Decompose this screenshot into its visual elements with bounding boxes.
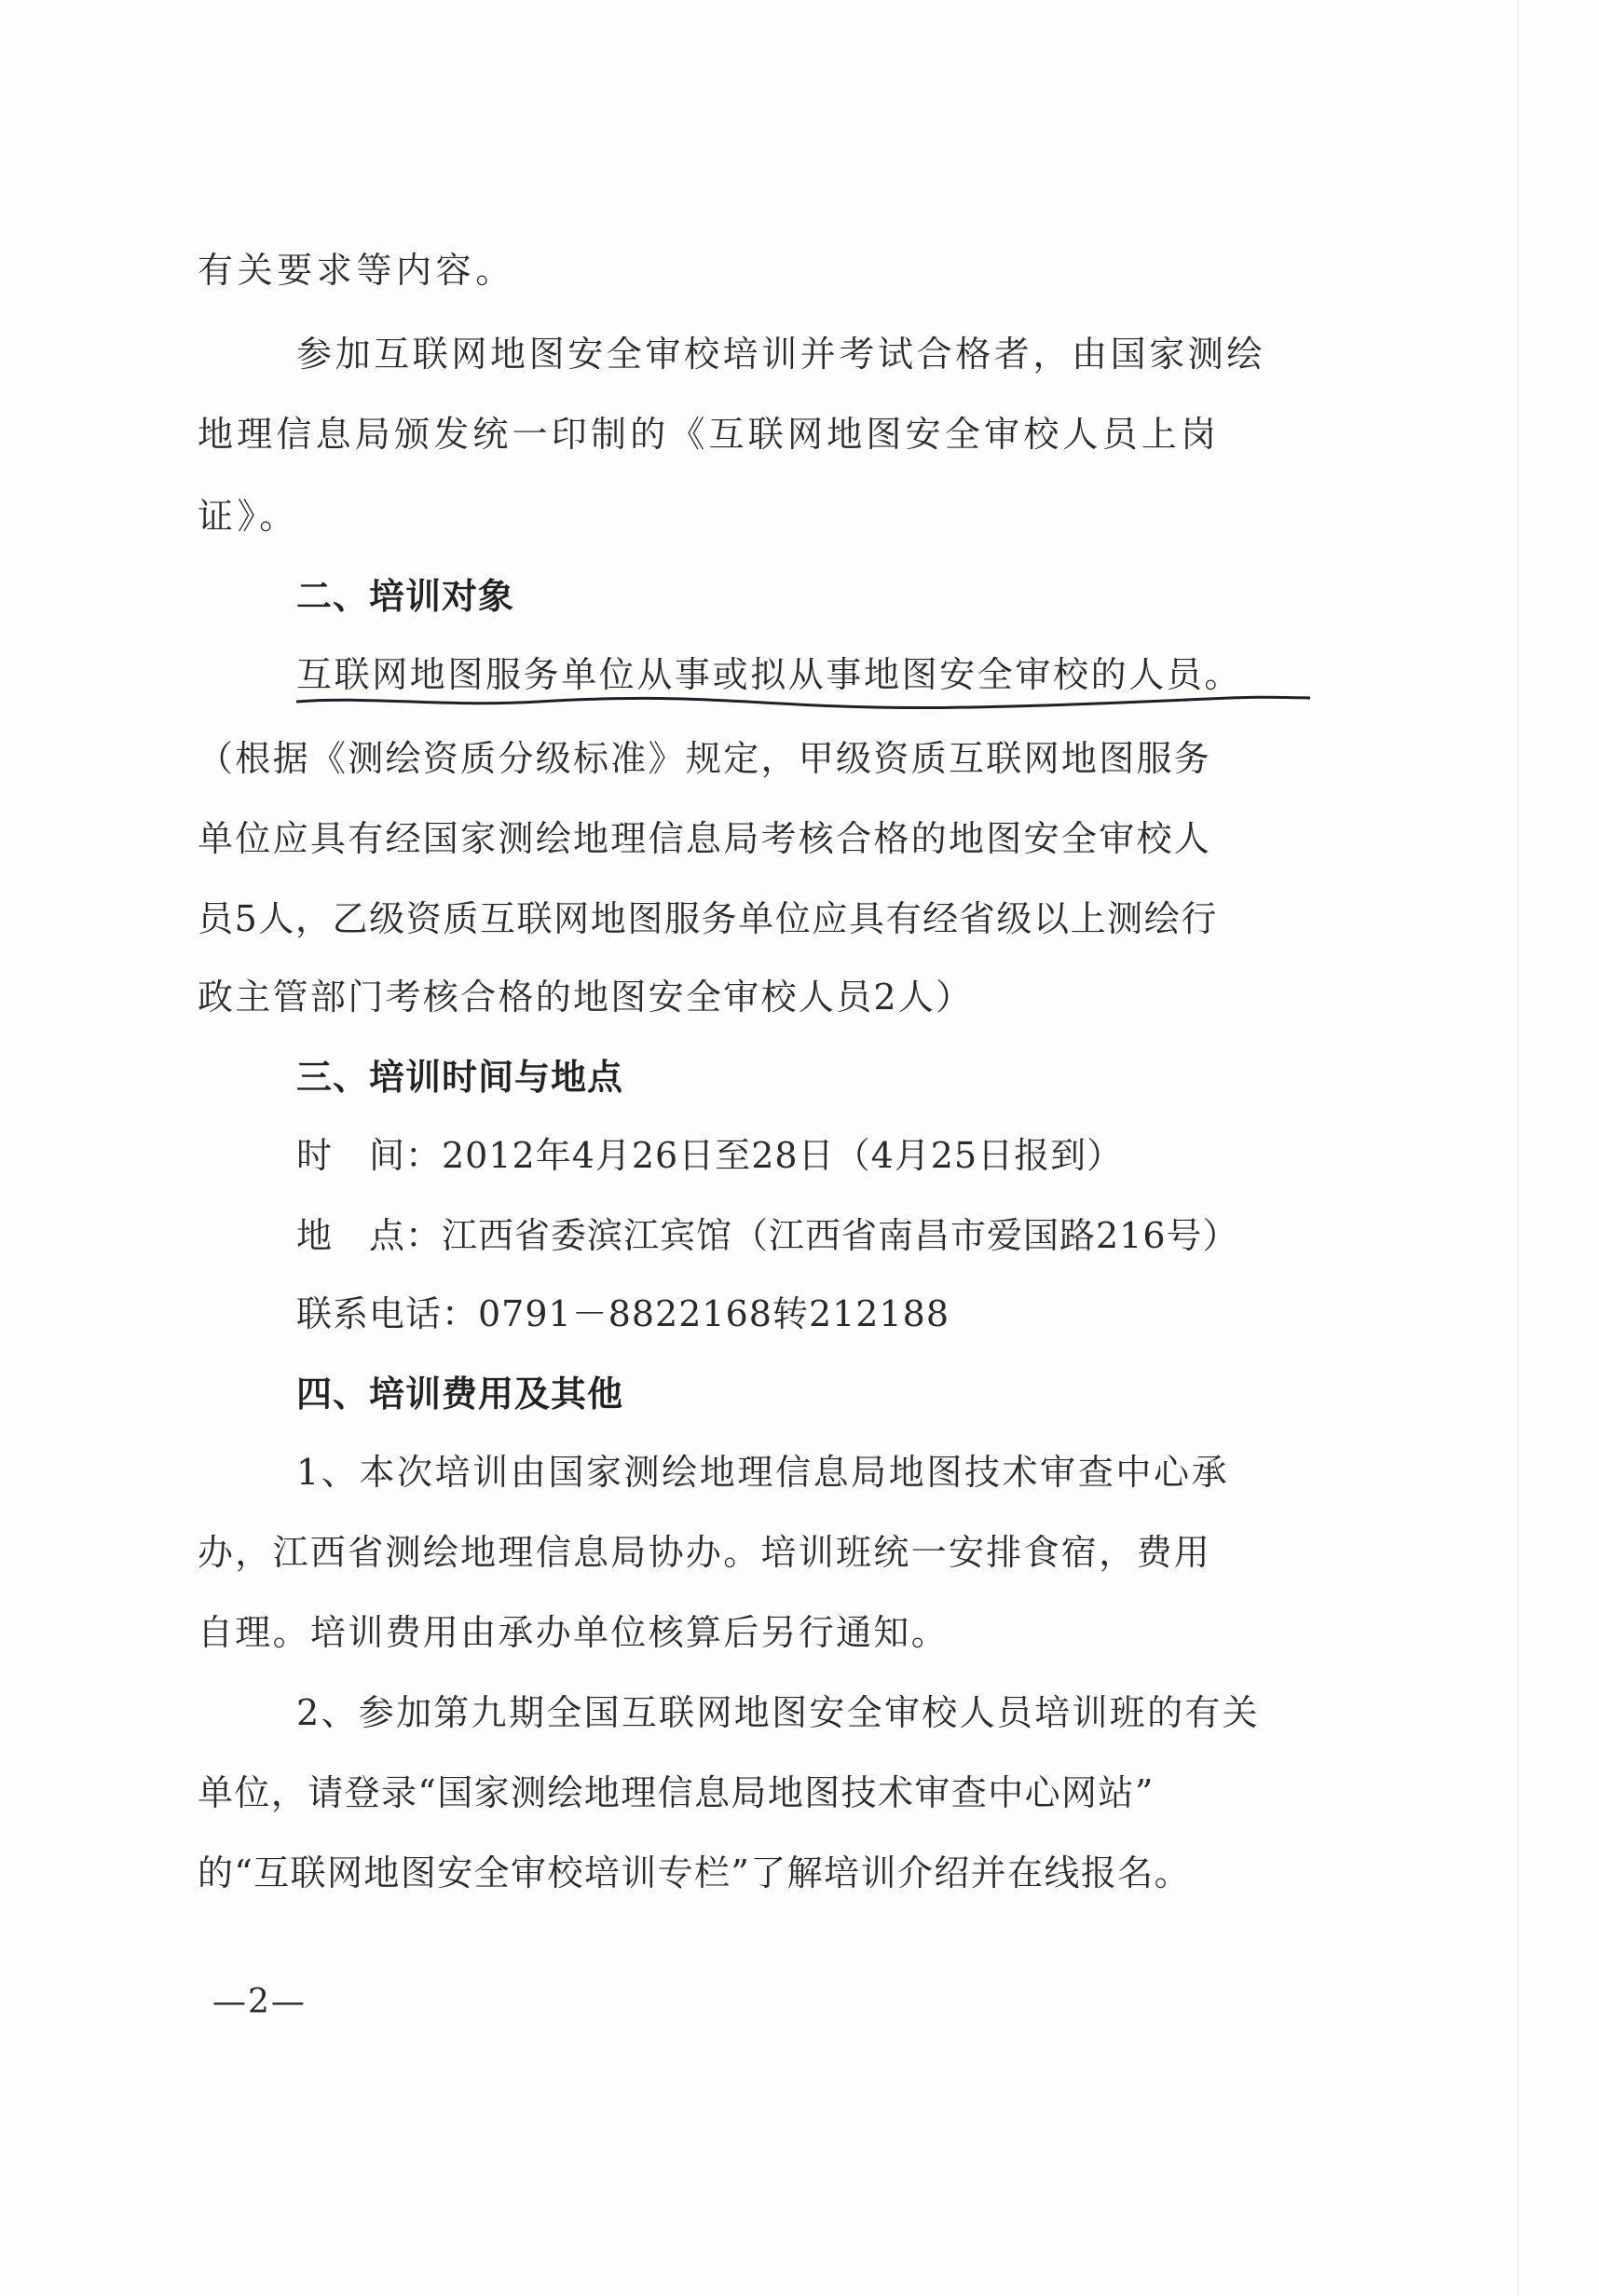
paragraph-line: 有关要求等内容。 [198,250,515,291]
handwritten-underline [296,694,1312,713]
underlined-line: 互联网地图服务单位从事或拟从事地图安全审校的人员。 [296,654,1243,695]
training-time: 时 间：2012年4月26日至28日（4月25日报到） [296,1135,1124,1176]
paragraph-line: 自理。培训费用由承办单位核算后另行通知。 [198,1612,950,1653]
paragraph-line: 员5人，乙级资质互联网地图服务单位应具有经省级以上测绘行 [198,898,1218,939]
training-location: 地 点：江西省委滨江宾馆（江西省南昌市爱国路216号） [296,1215,1239,1256]
section-heading-3: 三、培训时间与地点 [296,1057,624,1098]
paragraph-line: 证》。 [198,496,299,537]
page-number: —2— [212,1983,307,2021]
paragraph-line: 单位，请登录“国家测绘地理信息局地图技术审查中心网站” [198,1772,1155,1813]
paragraph-line: 单位应具有经国家测绘地理信息局考核合格的地图安全审校人 [198,818,1212,859]
contact-phone: 联系电话：0791－8822168转212188 [296,1293,950,1334]
paragraph-line: 办，江西省测绘地理信息局协办。培训班统一安排食宿，费用 [198,1532,1212,1573]
paragraph-line: 2、参加第九期全国互联网地图安全审校人员培训班的有关 [296,1692,1260,1733]
scan-edge [1517,0,1519,2296]
section-heading-4: 四、培训费用及其他 [296,1374,624,1414]
paragraph-line: 1、本次培训由国家测绘地理信息局地图技术审查中心承 [296,1452,1230,1493]
paragraph-line: 政主管部门考核合格的地图安全审校人员2人） [198,977,974,1018]
paragraph-line: 参加互联网地图安全审校培训并考试合格者，由国家测绘 [296,334,1266,375]
paragraph-line: 的“互联网地图安全审校培训专栏”了解培训介绍并在线报名。 [198,1852,1192,1893]
paragraph-line: （根据《测绘资质分级标准》规定，甲级资质互联网地图服务 [198,738,1212,779]
section-heading-2: 二、培训对象 [296,576,515,617]
paragraph-line: 地理信息局颁发统一印制的《互联网地图安全审校人员上岗 [198,414,1221,455]
